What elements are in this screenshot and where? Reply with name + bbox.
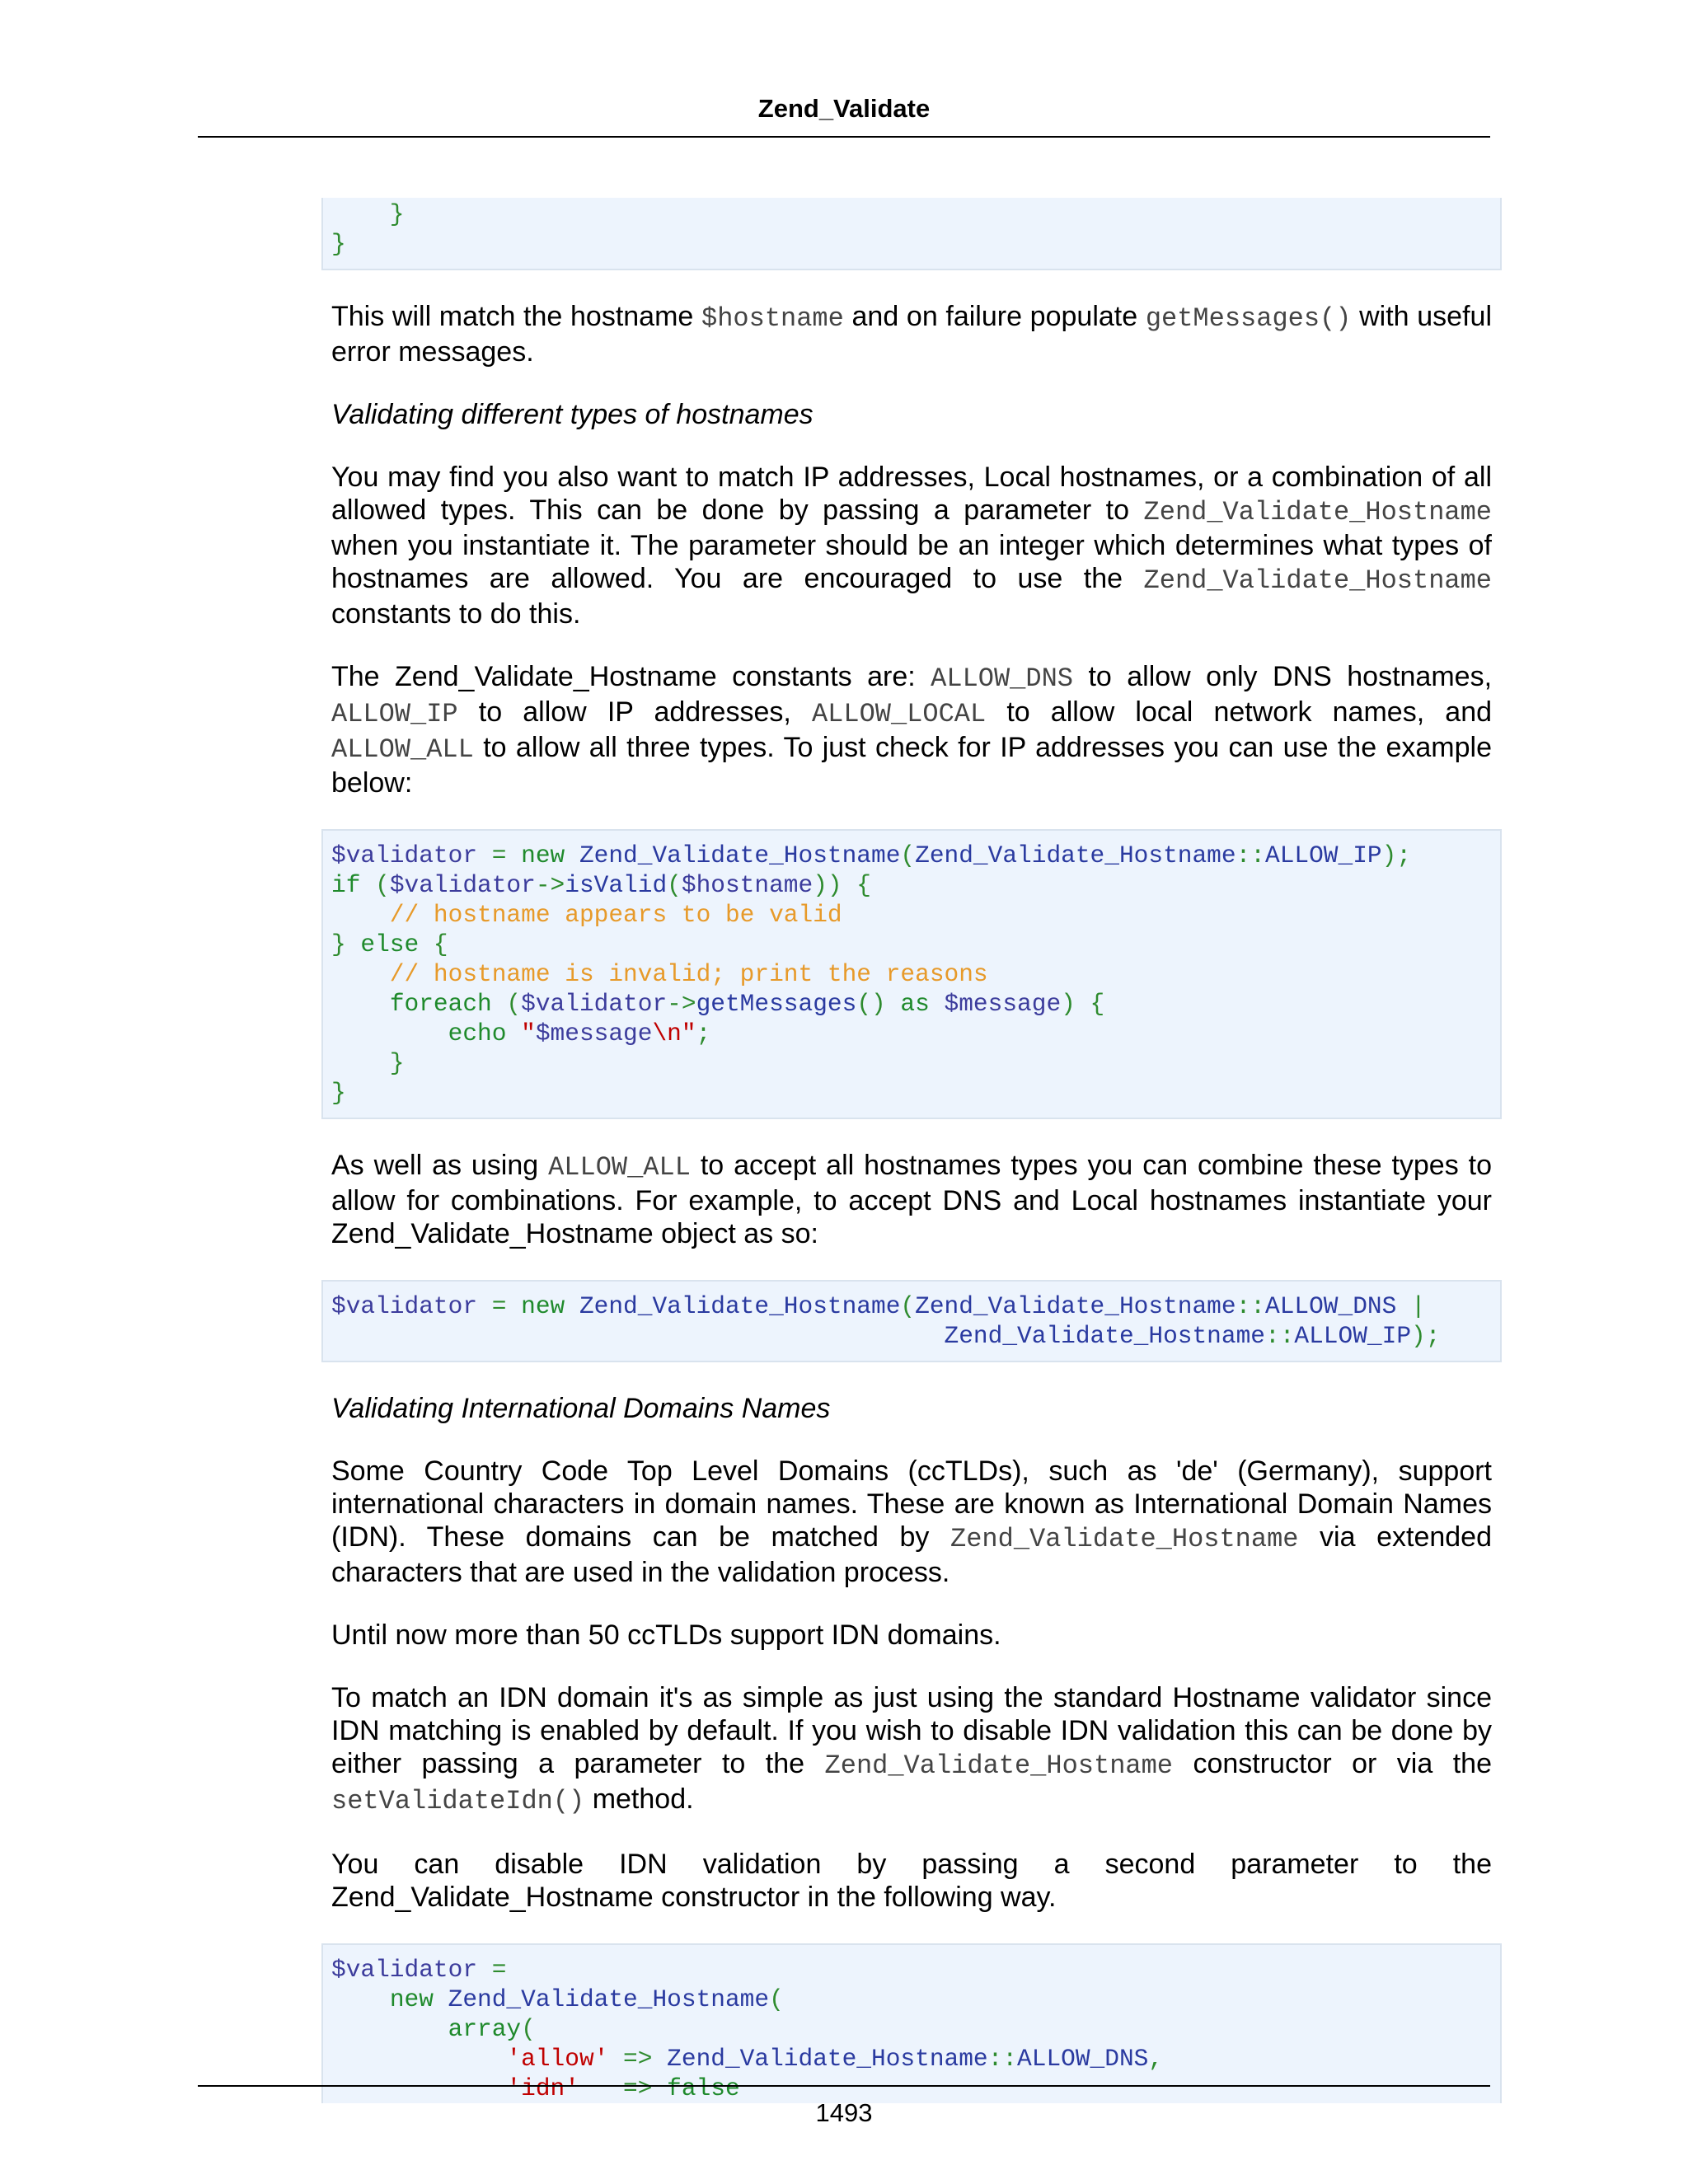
text-run: To match an IDN domain it's as simple as just using the standard Hostname validator since IDN matching is enabled by default. If you wish to disable IDN validation this can be done by either passing a parameter to the — [331, 1682, 1492, 1779]
paragraph-combine-types — [331, 1149, 1492, 1250]
inline-code: Zend_Validate_Hostname — [1143, 565, 1492, 596]
page-header: Zend_Validate — [757, 94, 931, 123]
text-run: with useful error messages. — [331, 301, 1492, 368]
code-line: $validator = — [331, 1956, 507, 1984]
text-column — [331, 1149, 1492, 1250]
inline-code: getMessages() — [1145, 303, 1352, 334]
text-run: to allow all three types. To just check for IP addresses you can use the example below: — [331, 732, 1492, 799]
paragraph-constants — [331, 660, 1492, 799]
text-run: via extended characters that are used in the validation process. — [331, 1521, 1492, 1588]
code-line: Zend_Validate_Hostname::ALLOW_IP); — [944, 1322, 1441, 1350]
code-block-allow-ip — [321, 829, 1502, 1119]
inline-code: setValidateIdn() — [331, 1786, 585, 1816]
text-column — [331, 300, 1492, 799]
code-line: $validator = new Zend_Validate_Hostname(Zend_Validate_Hostname::ALLOW_DNS | — [331, 1292, 1426, 1320]
header-rule — [198, 136, 1490, 138]
inline-code: Zend_Validate_Hostname — [1143, 497, 1492, 527]
code-block-continued — [321, 198, 1502, 270]
inline-code: ALLOW_DNS — [931, 663, 1073, 694]
inline-code: Zend_Validate_Hostname — [824, 1750, 1173, 1781]
code-block-combine — [321, 1280, 1502, 1362]
page-number: 1493 — [815, 2098, 873, 2127]
code-line: } — [331, 1049, 405, 1077]
text-run: to accept all hostnames types you can combine these types to allow for combinations. For example, to accept DNS and Local hostnames instantiate your Zend_Validate_Hostname object as so: — [331, 1150, 1492, 1249]
text-run: The Zend_Validate_Hostname constants are: — [331, 661, 931, 692]
paragraph-hostname-types — [331, 461, 1492, 630]
page-content — [321, 198, 1502, 2133]
text-column — [331, 1392, 1492, 1914]
code-line: } — [331, 1079, 346, 1107]
code-line: } — [331, 200, 405, 228]
text-run: This will match the hostname — [331, 301, 701, 332]
inline-code: $hostname — [701, 303, 844, 334]
code-line: // hostname is invalid; print the reasons — [331, 960, 988, 988]
inline-code: ALLOW_ALL — [548, 1152, 691, 1183]
code-line: $validator = new Zend_Validate_Hostname(Zend_Validate_Hostname::ALLOW_IP); — [331, 841, 1412, 869]
text-run: constants to do this. — [331, 598, 581, 630]
text-run: and on failure populate — [843, 301, 1146, 332]
paragraph-idn-intro — [331, 1455, 1492, 1589]
code-line: 'idn' => false — [506, 2074, 740, 2102]
section-heading: Validating different types of hostnames — [331, 399, 814, 430]
inline-code: ALLOW_LOCAL — [811, 699, 987, 729]
code-line: foreach ($validator->getMessages() as $message) { — [389, 990, 1105, 1018]
text-run: constructor or via the — [1173, 1748, 1492, 1779]
code-line: new Zend_Validate_Hostname( — [389, 1985, 784, 2013]
text-run: to allow local network names, and — [986, 696, 1493, 728]
text-run: to allow IP addresses, — [457, 696, 812, 728]
text-run: You may find you also want to match IP addresses, Local hostnames, or a combination of all allowed types. This can be done by passing a parameter to — [331, 462, 1492, 526]
code-block-idn-disable — [321, 1943, 1502, 2103]
inline-code: Zend_Validate_Hostname — [950, 1524, 1299, 1554]
code-line: echo "$message\n"; — [448, 1019, 711, 1047]
text-run: to allow only DNS hostnames, — [1072, 661, 1493, 692]
section-heading: Validating International Domains Names — [331, 1393, 831, 1424]
paragraph-idn-count: Until now more than 50 ccTLDs support IDN domains. — [331, 1619, 1001, 1651]
code-line: } else { — [331, 930, 448, 958]
paragraph-idn-disable: You can disable IDN validation by passing a second parameter to the Zend_Validate_Hostname constructor in the following way. — [331, 1849, 1492, 1913]
code-line: } — [331, 230, 346, 258]
text-run: method. — [584, 1783, 694, 1815]
footer-rule — [198, 2085, 1490, 2087]
inline-code: ALLOW_ALL — [331, 734, 474, 765]
code-line: // hostname appears to be valid — [331, 901, 842, 929]
code-line: 'allow' => Zend_Validate_Hostname::ALLOW_DNS, — [506, 2045, 1164, 2073]
paragraph-hostname-match — [331, 300, 1492, 368]
text-run: when you instantiate it. The parameter should be an integer which determines what types of hostnames are allowed. You are encouraged to use the — [331, 530, 1492, 594]
text-run: As well as using — [331, 1150, 549, 1181]
code-line: if ($validator->isValid($hostname)) { — [331, 871, 872, 899]
paragraph-idn-match — [331, 1681, 1492, 1818]
inline-code: ALLOW_IP — [331, 699, 458, 729]
text-run: Some Country Code Top Level Domains (ccTLDs), such as 'de' (Germany), support international characters in domain names. These are known as International Domain Names (IDN). These domains can be matched by — [331, 1455, 1492, 1553]
code-line: array( — [448, 2015, 536, 2043]
